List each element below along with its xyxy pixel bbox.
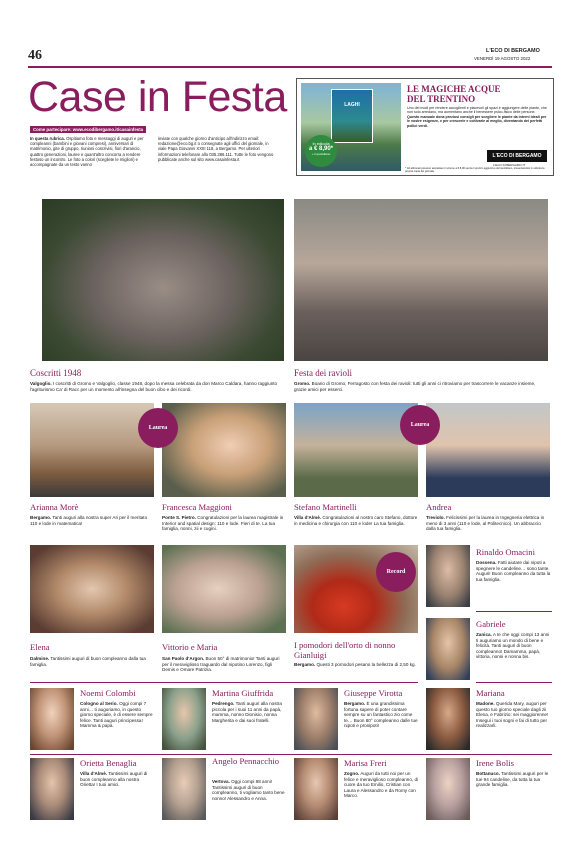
orietta-photo (30, 758, 74, 820)
intro-col1-text: Ospitiamo foto e messaggi di auguri e per compleanni (bambini e giovani compresi), anniversari di matrimonio, gite di gruppo, riunioni coscrivisi, fiori d'arancio, quattro generazioni, lauree e quant'altro concorra a rendere festoso un incontro. Le foto a colori (scegliete le migliori) e accompagnate da un testo vanno (30, 136, 144, 168)
andrea-place: Treviolo. (426, 515, 445, 520)
giuseppe-place: Bergamo. (344, 701, 366, 706)
angelo-title: Angelo Pennacchio (212, 756, 280, 766)
arianna-caption (30, 515, 154, 526)
issue-date: VENERDÌ 19 AGOSTO 2022 (474, 56, 531, 61)
marisa-photo (294, 758, 338, 820)
gabriele-photo (426, 618, 470, 680)
ravioli-photo (294, 199, 548, 361)
pomodori-place: Bergamo. (294, 662, 316, 667)
vittorio-place: San Paolo d'Argon. (162, 656, 205, 661)
pomodori-caption (294, 662, 418, 668)
marisa-title: Marisa Freri (344, 758, 387, 768)
irene-photo (426, 758, 470, 820)
header-rule (28, 66, 552, 68)
arianna-title: Arianna Morè (30, 502, 79, 512)
giuseppe-title: Giuseppe Virotta (344, 688, 403, 698)
andrea-title: Andrea (426, 502, 452, 512)
laurea-badge-left: Laurea (138, 408, 178, 448)
ravioli-title: Festa dei ravioli (294, 368, 352, 378)
irene-title: Irene Bolis (476, 758, 514, 768)
gabriele-place: Zanica. (476, 632, 492, 637)
section-title: Case in Festa (28, 73, 287, 121)
francesca-photo (162, 403, 286, 497)
ad-badge-line1: In edicola (312, 141, 330, 146)
noemi-photo (30, 688, 74, 750)
vittorio-text: Buon 50° di matrimonio! Tanti auguri per il meraviglioso traguardo dal nipotino Lorenzo, figli Demis e Omare Patrizia. (162, 656, 280, 673)
martina-photo (162, 688, 206, 750)
stefano-photo (294, 403, 418, 497)
ad-badge-price: a € 8,90* (308, 146, 334, 152)
angelo-text: Oggi compi 88 anni! Tantissimi auguri di buon compleanno, ti vogliamo tanto bene nonno! Alessandro e Anna. (212, 779, 285, 801)
vittorio-title: Vittorio e Maria (162, 642, 218, 652)
intro-lead: In questa rubrica. (30, 136, 65, 141)
page-number: 46 (28, 48, 42, 63)
mariana-photo (426, 688, 470, 750)
ad-cover-title: LAGHI (344, 102, 360, 108)
elena-photo (30, 545, 154, 633)
giuseppe-text: È una grandissima fortuna sapere di poter contare sempre su un fantastico zio come te… Buon 80° compleanno dalle tue nipoti e pronipoti! (344, 701, 418, 729)
paper-name: L'ECO DI BERGAMO (486, 48, 540, 54)
ad-box[interactable] (296, 78, 554, 176)
giuseppe-caption (344, 701, 418, 729)
ravioli-place: Gromo. (294, 381, 311, 386)
ad-headline-2: DEL TRENTINO (407, 94, 476, 104)
orietta-title: Orietta Benaglia (80, 758, 137, 768)
coscritti-title: Coscritti 1948 (30, 368, 82, 378)
ad-badge-line3: + il quotidiano (311, 152, 331, 156)
ad-book-cover (331, 89, 373, 143)
ad-headline-1: LE MAGICHE ACQUE (407, 84, 501, 94)
elena-title: Elena (30, 642, 50, 652)
vittorio-photo (162, 545, 286, 633)
andrea-text: Felicissimi per la laurea in Ingegneria elettrica in meno di 3 anni (110 e lode, al Politecnico). Un abbraccio dalla tua famiglia. (426, 515, 545, 532)
orietta-place: Villa d'Almè. (80, 771, 108, 776)
orietta-caption (80, 771, 154, 788)
mariana-text: Querida Mary, auguri per questo tuo giorno speciale dagli zii Elena, e Fabrizio: sei maggiorenne! Insegui i tuoi sogni e fai di tutto per realizzarli. (476, 701, 549, 729)
divider-row1 (30, 682, 418, 683)
martina-text: Tanti auguri alla nostra piccola per i suoi 11 anni da papà, mamma, nonno Dionisio, nonna Margherita e dai suoi fratelli. (212, 701, 282, 723)
ad-footnote: * Gli abbonati possono acquistare il volume a € 8,90 senza il prezzo aggiuntivo del quotidiano, presentandosi in edicola la propria copia del giornale. (405, 167, 545, 173)
francesca-caption (162, 515, 286, 532)
andrea-photo (426, 403, 550, 497)
marisa-text: Auguri da tutti noi per un felice e meraviglioso compleanno, di cuore da tuo Emilio, Cristian con Laura e Alessandro e da Romy con Marco. (344, 771, 419, 799)
gabriele-caption (476, 632, 552, 660)
martina-place: Pedrengo. (212, 701, 235, 706)
arianna-place: Bergamo. (30, 515, 52, 520)
laurea-badge-right: Laurea (400, 405, 440, 445)
francesca-text: Congratulazioni per la laurea magistrale in Interior and spatial design: 110 e lode. Fieri di te. La tua famiglia, nonni, zii e cugini. (162, 515, 284, 532)
elena-caption (30, 656, 150, 667)
gabriele-text: A te che oggi compi 13 anni ti auguriamo un mondo di bene e felicità. Tanti auguri di buon compleanno! Damamma, papà, vittoria, nonni e nonna bis. (476, 632, 550, 660)
record-badge: Record (376, 552, 416, 592)
divider-row2 (30, 754, 552, 755)
coscritti-text: I coscritti di Gromo e Valgoglio, classe 1948, dopo la messa celebrata da don Marco Caldara, hanno raggiunto l'agriturismo Ca' di Racc per un momento all'insegna del buon cibo e dei ricordi. (30, 381, 278, 392)
stefano-title: Stefano Martinelli (294, 502, 357, 512)
marisa-caption (344, 771, 420, 799)
angelo-place: Vertova. (212, 779, 230, 784)
noemi-text: Oggi compi 7 anni… ti auguriamo, in questo giorno speciale, è di essere sempre felice. Tanti auguri principessa! Mamma & papà. (80, 701, 153, 729)
intro-col1 (30, 136, 150, 167)
mariana-title: Mariana (476, 688, 505, 698)
rinaldo-place: Dossena. (476, 560, 497, 565)
ad-price-badge (305, 135, 337, 167)
mariana-caption (476, 701, 552, 729)
irene-place: Bottanuco. (476, 771, 500, 776)
pomodori-title: I pomodori dell'orto di nonno Gianluigi (294, 640, 396, 660)
noemi-title: Noemi Colombi (80, 688, 136, 698)
intro-col2: inviate con qualche giorno d'anticipo all'indirizzo email: redazione@eco.bg.it o consegnate agli uffici del giornale, in viale Papa Giovanni XXIII 118, a Bergamo. Per ulteriori informazioni telefonare allo 035.386.111. Tutte le foto vengono pubblicate anche sul sito www.casainfesta.it (158, 136, 274, 162)
intro-link-label[interactable]: Come partecipare: www.ecodibergamo.it/casainfesta (30, 126, 146, 133)
elena-place: Dalmine. (30, 656, 50, 661)
francesca-title: Francesca Maggioni (162, 502, 232, 512)
divider-gabriele (476, 682, 552, 683)
coscritti-caption (30, 381, 284, 392)
stefano-caption (294, 515, 418, 526)
orietta-text: Tantissimi auguri di buon compleanno alla nostra Orietta! I tuoi amici. (80, 771, 148, 788)
noemi-place: Cologno al Serio. (80, 701, 118, 706)
ad-brand: L'ECO DI BERGAMO (487, 150, 547, 162)
noemi-caption (80, 701, 154, 729)
rinaldo-title: Rinaldo Omacini (476, 547, 535, 557)
rinaldo-caption (476, 560, 552, 582)
angelo-photo (162, 758, 206, 820)
irene-caption (476, 771, 552, 788)
gabriele-title: Gabriele (476, 619, 506, 629)
ad-brand-sub: L'ECO DI BERGAMO.IT (493, 163, 526, 167)
ad-body-2: Questo manuale dona preziosi consigli per scegliere le piante da interni ideali per le vostre esigenze, e per crescerle e coltivarle al meglio, diventando dei perfetti pollici verdi. (407, 114, 547, 128)
irene-text: Tantissimi auguri per le tue 94 candeline, da tutta la tua grande famiglia. (476, 771, 549, 788)
arianna-photo (30, 403, 154, 497)
rinaldo-photo (426, 545, 470, 607)
coscritti-photo (42, 199, 284, 361)
ravioli-text: Boario di Gromo, Ferragosto con festa dei ravioli: tutti gli anni ci ritroviamo per trascorrere le vacanze insieme, grazie amici per esserci. (294, 381, 536, 392)
andrea-caption (426, 515, 550, 532)
angelo-caption (212, 779, 286, 801)
francesca-place: Ponte S. Pietro. (162, 515, 196, 520)
ad-body-1: Uno dei modi per rendere accoglienti e piacevoli gli spazi è aggiungere delle piante, che non solo arredano, ma aumentano anche il benessere psico-fisico delle persone. (407, 106, 547, 115)
martina-caption (212, 701, 286, 723)
stefano-text: Congratulazioni al nostro caro Stefano, dottore in medicina e chirurgia con 110 e lode! La tua famiglia. (294, 515, 418, 526)
ravioli-caption (294, 381, 548, 392)
martina-title: Martina Giuffrida (212, 688, 274, 698)
rinaldo-text: Fatti aiutare dai nipoti a spegnere le candeline… sono tante. Auguri! Buon compleanno da tutta la tua famiglia. (476, 560, 551, 582)
stefano-place: Villa d'Almè. (294, 515, 322, 520)
elena-text: Tantissimi auguri di buon compleanno dalla tua famiglia. (30, 656, 146, 667)
vittorio-caption (162, 656, 286, 673)
divider-rinaldo (476, 611, 552, 612)
marisa-place: Zogno. (344, 771, 360, 776)
coscritti-place: Valgoglio. (30, 381, 52, 386)
ad-body (407, 106, 547, 128)
pomodori-text: Questi 3 pomodori pesano la bellezza di 2,50 kg. (316, 662, 416, 667)
giuseppe-photo (294, 688, 338, 750)
arianna-text: Tanti auguri alla nostra super Ari per il meritato 110 e lode in matematica! (30, 515, 148, 526)
mariana-place: Madone. (476, 701, 495, 706)
